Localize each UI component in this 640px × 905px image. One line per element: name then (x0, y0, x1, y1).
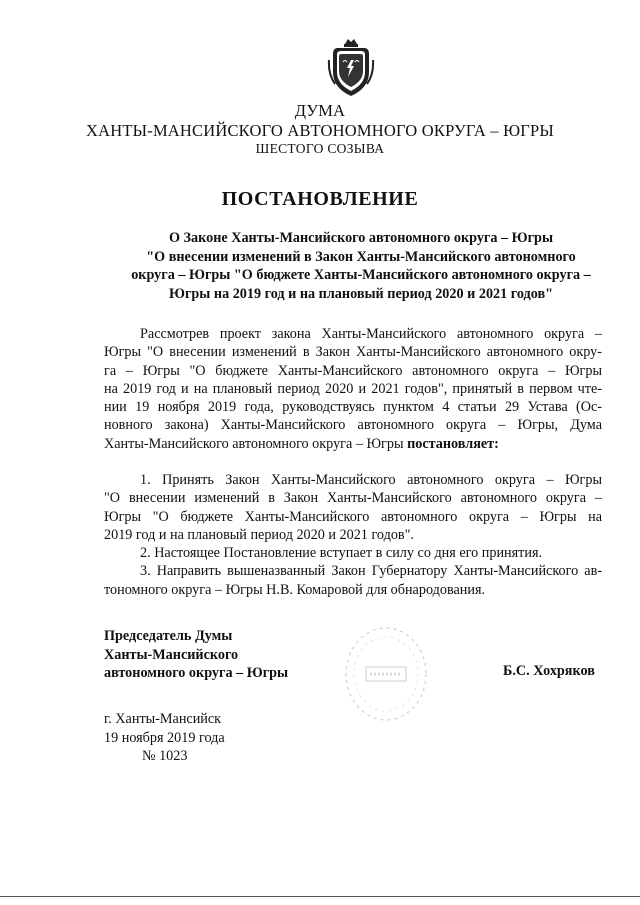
adoption-date: 19 ноября 2019 года (104, 729, 225, 746)
org-name-line2: ХАНТЫ-МАНСИЙСКОГО АВТОНОМНОГО ОКРУГА – ЮГРЫ (86, 121, 554, 140)
subject-line: округа – Югры "О бюджете Ханты-Мансийского автономного округа – (131, 267, 591, 284)
item-1-line: Югры "О бюджете Ханты-Мансийского автономного округа – Югры на (104, 508, 602, 525)
item-2: 2. Настоящее Постановление вступает в силу со дня его принятия. (140, 545, 543, 562)
khmao-coat-of-arms-icon (327, 38, 375, 98)
position-line: Ханты-Мансийского (104, 646, 239, 663)
position-line: Председатель Думы (104, 628, 233, 644)
place-of-adoption: г. Ханты-Мансийск (104, 711, 222, 727)
document-subject (110, 229, 612, 304)
subject-line: О Законе Ханты-Мансийского автономного округа – Югры (168, 230, 554, 246)
preamble-paragraph (104, 325, 602, 453)
item-1-line: 1. Принять Закон Ханты-Мансийского автономного округа – Югры (140, 472, 602, 488)
org-name-line1: ДУМА (294, 101, 346, 120)
item-1-line: "О внесении изменений в Закон Ханты-Мансийского автономного округа – (104, 490, 602, 507)
item-1-last-line: 2019 год и на плановый период 2020 и 2021 годов". (104, 526, 414, 543)
resolves-keyword: постановляет: (407, 435, 499, 452)
preamble-line: на 2019 год и на плановый период 2020 и 2021 годов", принятый в первом чте- (104, 380, 602, 397)
page-bottom-rule (0, 896, 640, 897)
subject-line: Югры на 2019 год и на плановый период 2020 и 2021 годов" (168, 286, 554, 303)
preamble-line: нии 19 ноября 2019 года, руководствуясь пунктом 4 статьи 29 Устава (Ос- (104, 399, 602, 416)
convocation: ШЕСТОГО СОЗЫВА (255, 141, 385, 156)
signatory-name: Б.С. Хохряков (503, 663, 595, 679)
subject-line: "О внесении изменений в Закон Ханты-Мансийского автономного (146, 248, 576, 265)
position-line: автономного округа – Югры (104, 665, 289, 682)
item-3-last-line: тономного округа – Югры Н.В. Комаровой для обнародования. (104, 581, 486, 598)
item-3-line: 3. Направить вышеназванный Закон Губернатору Ханты-Мансийского ав- (140, 563, 602, 580)
preamble-last-text: Ханты-Мансийского автономного округа – Югры (104, 435, 408, 452)
document-number: № 1023 (142, 748, 188, 765)
preamble-line: Югры "О внесении изменений в Закон Ханты-Мансийского автономного окру- (104, 344, 602, 361)
signatory-position (104, 627, 288, 683)
official-seal-stamp-icon (340, 623, 432, 725)
preamble-line: Рассмотрев проект закона Ханты-Мансийского автономного округа – (140, 326, 602, 342)
resolution-items (104, 471, 602, 599)
preamble-line: га – Югры "О бюджете Ханты-Мансийского автономного округа – Югры (104, 362, 602, 379)
preamble-line: новного закона) Ханты-Мансийского автономного округа – Югры, Дума (104, 417, 602, 434)
document-type-title: ПОСТАНОВЛЕНИЕ (221, 188, 419, 210)
preamble-last-line (104, 435, 602, 453)
document-footer (104, 710, 225, 766)
